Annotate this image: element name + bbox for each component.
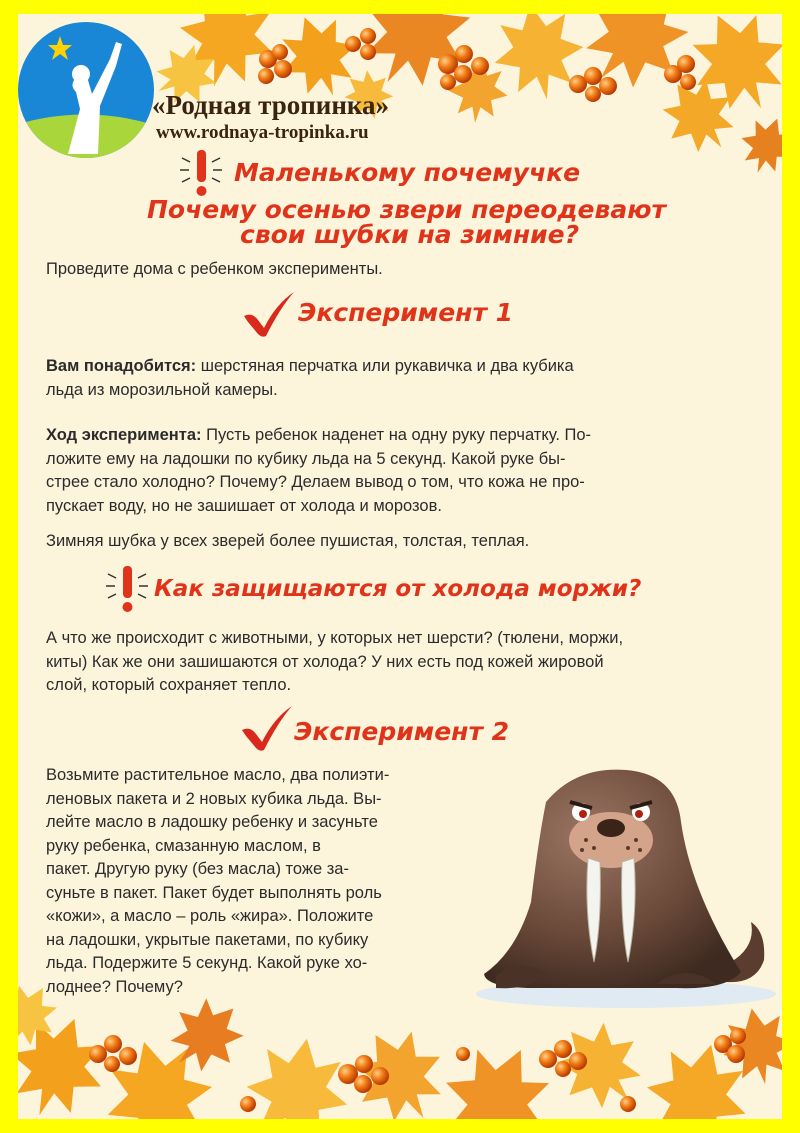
experiment-2-line: леновых пакета и 2 новых кубика льда. Вы- [46, 789, 382, 808]
section-2-text [46, 627, 623, 698]
section-2-line-2: киты) Как же они зашишаются от холода? У них есть под кожей жировой [46, 652, 604, 671]
logo [18, 14, 158, 164]
experiment-1-needs [46, 355, 574, 402]
needs-label: Вам понадобится: [46, 357, 197, 375]
experiment-2-line: Возьмите растительное масло, два полиэти- [46, 766, 390, 784]
walrus-illustration [476, 762, 776, 1012]
exclamation-icon [176, 146, 226, 202]
section-2-line-1: А что же происходит с животными, у которых нет шерсти? (тюлени, моржи, [46, 629, 624, 647]
experiment-2-heading: Эксперимент 2 [294, 717, 510, 746]
experiment-2-line: лоднее? Почему? [46, 977, 183, 996]
section-heading-pochemuchka: Маленькому почемучке [234, 158, 581, 187]
brand-title: «Родная тропинка» [152, 90, 390, 120]
experiment-2-line: пакет. Другую руку (без масла) тоже за- [46, 860, 349, 878]
checkmark-icon [240, 290, 298, 338]
experiment-1-conclusion: Зимняя шубка у всех зверей более пушистая, толстая, теплая. [46, 532, 530, 550]
experiment-2-line: на ладошки, укрытые пакетами, по кубику [46, 930, 369, 949]
checkmark-icon [238, 704, 296, 752]
page [18, 14, 782, 1119]
section-heading-walrus: Как защищаются от холода моржи? [154, 576, 642, 602]
section-2-line-3: слой, который сохраняет тепло. [46, 676, 292, 694]
experiment-2-line: льда. Подержите 5 секунд. Какой руке хо- [46, 954, 368, 972]
experiment-2-line: руку ребенка, смазанную маслом, в [46, 836, 321, 855]
exclamation-icon [102, 562, 152, 618]
experiment-1-heading: Эксперимент 1 [298, 298, 514, 327]
experiment-2-line: лейте масло в ладошку ребенку и засуньте [46, 813, 378, 831]
experiment-2-text [46, 764, 466, 999]
needs-text-2: льда из морозильной камеры. [46, 380, 278, 399]
process-label: Ход эксперимента: [46, 426, 202, 444]
process-text-1: Пусть ребенок наденет на одну руку перчатку. По- [201, 426, 592, 444]
brand-url[interactable]: www.rodnaya-tropinka.ru [156, 122, 369, 143]
intro-text: Проведите дома с ребенком эксперименты. [46, 260, 383, 278]
experiment-2-line: суньте в пакет. Пакет будет выполнять роль [46, 883, 382, 902]
question-line-2: свои шубки на зимние? [240, 220, 580, 249]
experiment-1-process [46, 424, 591, 518]
experiment-2-line: «кожи», а масло – роль «жира». Положите [46, 907, 374, 925]
process-text-2: ложите ему на ладошки по кубику льда на 5 секунд. Какой руке бы- [46, 449, 566, 468]
process-text-4: пускает воду, но не зашишает от холода и морозов. [46, 496, 442, 515]
needs-text-1: шерстяная перчатка или рукавичка и два кубика [196, 357, 574, 375]
process-text-3: стрее стало холодно? Почему? Делаем вывод о том, что кожа не про- [46, 473, 585, 491]
question-line-1: Почему осенью звери переодевают [147, 195, 666, 224]
